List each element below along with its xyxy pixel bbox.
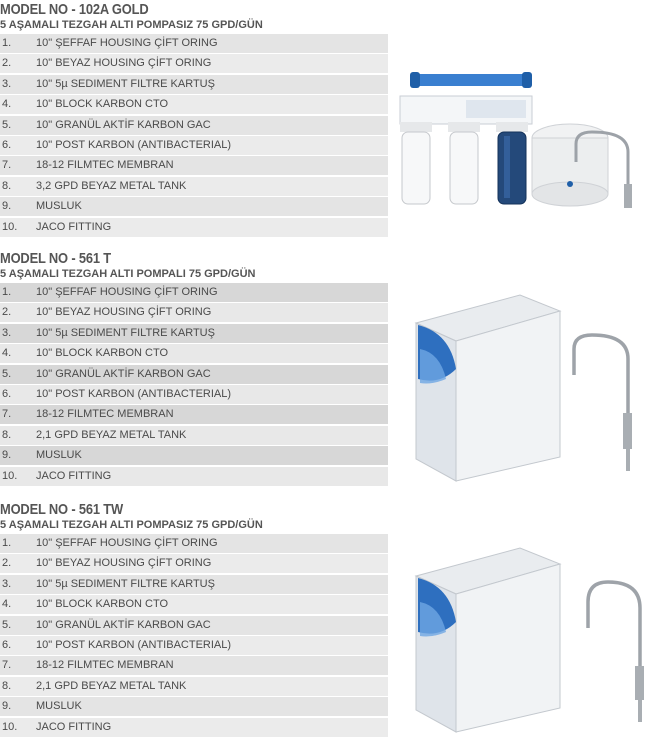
row-number: 6. [2,387,12,400]
spec-row [0,697,388,716]
ro-cabinet-image [410,542,646,740]
row-text: 10" GRANÜL AKTİF KARBON GAC [36,618,211,631]
model-section-102a [0,2,656,242]
spec-row [0,405,388,424]
row-text: 10" GRANÜL AKTİF KARBON GAC [36,118,211,131]
row-text: 10" BLOCK KARBON CTO [36,98,169,111]
model-subtitle: 5 AŞAMALI TEZGAH ALTI POMPASIZ 75 GPD/GÜN [0,19,263,31]
row-text: 10" BEYAZ HOUSING ÇİFT ORING [36,306,212,319]
row-text: 10" ŞEFFAF HOUSING ÇİFT ORING [36,37,218,49]
spec-row [0,554,388,573]
cabinet [416,295,560,481]
spec-row [0,303,388,322]
row-text: 2,1 GPD BEYAZ METAL TANK [36,679,187,692]
model-subtitle: 5 AŞAMALI TEZGAH ALTI POMPASIZ 75 GPD/GÜN [0,519,263,531]
row-number: 3. [2,577,12,590]
spec-row [0,283,388,302]
spec-row [0,156,388,175]
row-number: 7. [2,159,12,172]
spec-list [0,534,388,738]
filter-housing-2 [448,122,480,204]
row-text: JACO FITTING [36,220,112,233]
row-number: 4. [2,98,12,111]
spec-row [0,446,388,465]
model-title: MODEL NO - 561 T [0,250,111,267]
spec-row [0,365,388,384]
membrane-housing [412,74,530,86]
row-number: 5. [2,118,12,131]
row-number: 2. [2,306,12,319]
model-subtitle: 5 AŞAMALI TEZGAH ALTI POMPALI 75 GPD/GÜN [0,268,256,280]
spec-row [0,656,388,675]
row-text: 10" BLOCK KARBON CTO [36,347,169,360]
spec-row [0,54,388,73]
row-text: JACO FITTING [36,469,112,482]
row-number: 2. [2,557,12,570]
row-number: 1. [2,37,12,49]
row-text: 2,1 GPD BEYAZ METAL TANK [36,428,187,441]
spec-row [0,197,388,216]
row-text: 10" ŞEFFAF HOUSING ÇİFT ORING [36,537,218,549]
row-number: 3. [2,326,12,339]
row-number: 3. [2,77,12,90]
spec-row [0,575,388,594]
row-text: 10" POST KARBON (ANTIBACTERIAL) [36,138,232,151]
row-number: 10. [2,469,18,482]
row-number: 4. [2,598,12,611]
model-section-561tw [0,502,656,742]
model-title: MODEL NO - 561 TW [0,501,123,518]
row-number: 6. [2,138,12,151]
spec-row [0,385,388,404]
spec-row [0,34,388,53]
spec-row [0,75,388,94]
ro-system-image [392,66,644,214]
row-number: 7. [2,659,12,672]
row-text: 3,2 GPD BEYAZ METAL TANK [36,179,187,192]
spec-row [0,636,388,655]
spec-row [0,534,388,553]
spec-row [0,595,388,614]
row-text: MUSLUK [36,700,82,713]
row-number: 7. [2,408,12,421]
row-number: 5. [2,367,12,380]
row-text: 18-12 FILMTEC MEMBRAN [36,659,174,672]
row-number: 9. [2,700,12,713]
filter-housing-1 [400,122,432,204]
model-section-561t [0,251,656,491]
row-number: 6. [2,638,12,651]
spec-row [0,136,388,155]
row-number: 8. [2,428,12,441]
row-text: 10" 5µ SEDIMENT FILTRE KARTUŞ [36,77,215,90]
row-text: 10" 5µ SEDIMENT FILTRE KARTUŞ [36,326,215,339]
row-number: 1. [2,286,12,298]
spec-list [0,283,388,487]
row-text: 10" GRANÜL AKTİF KARBON GAC [36,367,211,380]
row-number: 4. [2,347,12,360]
row-text: 10" BEYAZ HOUSING ÇİFT ORING [36,557,212,570]
faucet [574,335,632,471]
row-text: 10" BLOCK KARBON CTO [36,598,169,611]
spec-list [0,34,388,238]
cabinet [416,548,560,732]
spec-row [0,177,388,196]
row-number: 10. [2,720,18,733]
spec-row [0,677,388,696]
row-text: 10" 5µ SEDIMENT FILTRE KARTUŞ [36,577,215,590]
row-text: 10" BEYAZ HOUSING ÇİFT ORING [36,57,212,70]
row-text: 18-12 FILMTEC MEMBRAN [36,159,174,172]
row-number: 9. [2,200,12,213]
spec-row [0,324,388,343]
row-number: 8. [2,679,12,692]
spec-row [0,116,388,135]
spec-row [0,344,388,363]
row-number: 2. [2,57,12,70]
faucet [588,582,644,722]
spec-row [0,426,388,445]
row-number: 8. [2,179,12,192]
row-text: 10" POST KARBON (ANTIBACTERIAL) [36,638,232,651]
row-text: MUSLUK [36,449,82,462]
row-text: JACO FITTING [36,720,112,733]
row-text: 18-12 FILMTEC MEMBRAN [36,408,174,421]
spec-row [0,718,388,737]
filter-housing-3 [496,122,528,204]
row-text: 10" ŞEFFAF HOUSING ÇİFT ORING [36,286,218,298]
ro-cabinet-image [410,289,646,489]
spec-row [0,95,388,114]
spec-row [0,467,388,486]
row-text: 10" POST KARBON (ANTIBACTERIAL) [36,387,232,400]
row-text: MUSLUK [36,200,82,213]
row-number: 10. [2,220,18,233]
storage-tank [532,124,608,206]
row-number: 9. [2,449,12,462]
spec-row [0,218,388,237]
spec-row [0,616,388,635]
row-number: 5. [2,618,12,631]
row-number: 1. [2,537,12,549]
model-title: MODEL NO - 102A GOLD [0,1,149,18]
